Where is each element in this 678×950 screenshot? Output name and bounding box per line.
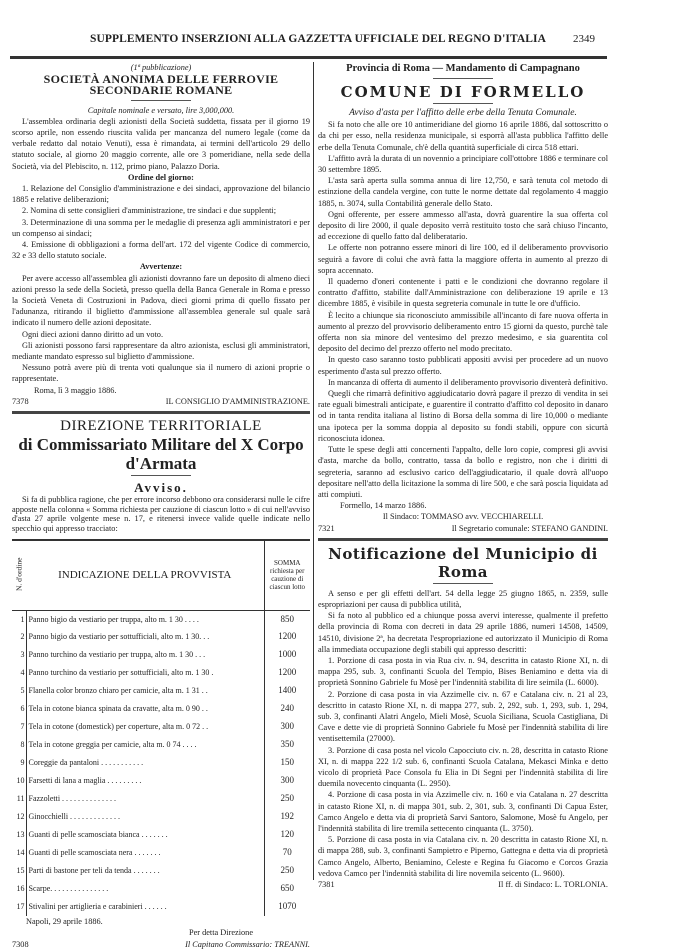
column-header-description: INDICAZIONE DELLA PROVVISTA: [26, 540, 264, 610]
paragraph: Ogni offerente, per essere ammesso all'asta, dovrà guarentire la sua offerta col deposito di lire 2000, il quale deposito verrà restituito tosto che sarà chiuso l'incanto, ad eccezione di quello fatto dal deliberatario.: [318, 209, 608, 242]
publication-note: (1ª pubblicazione): [130, 63, 192, 72]
row-amount: 240: [264, 700, 310, 718]
row-number: 7: [12, 718, 26, 736]
paragraph: L'assemblea ordinaria degli azionisti della Società suddetta, fissata per il giorno 19 scorso aprile, non essendo riuscita valida per mancanza del numero legale (come da verbale redatto dal notaio Venuti), essa è rimandata, ai termini dell'articolo 29 dello statuto sociale, al giorno 20 maggio corrente, alle ore 3 pomeridiane, nella sede della Società, via del Plebiscito, n. 112, primo piano, Palazzo Doria.: [12, 116, 310, 171]
row-amount: 250: [264, 862, 310, 880]
row-number: 2: [12, 628, 26, 646]
row-amount: 192: [264, 808, 310, 826]
row-description: Coreggie da pantaloni . . . . . . . . . . .: [28, 758, 144, 768]
row-description: Scarpe. . . . . . . . . . . . . . .: [28, 884, 109, 894]
row-amount: 120: [264, 826, 310, 844]
section-rule: [12, 411, 310, 414]
table-row: [12, 646, 310, 664]
paragraph: Tutte le spese degli atti concernenti l'appalto, delle loro copie, compresi gli avvisi d'asta, marche da bollo, contratto, tassa da bollo e registro, non che i diritti di segreteria, saranno ad esclusivo carico dell'aggiudicatario, il quale dovrà all'uopo depositare nell'atto della licitazione la somma di lire 500, e che sarà poscia liquidata ad atti compiuti.: [318, 445, 608, 499]
notice-title: DIREZIONE TERRITORIALE: [60, 418, 262, 435]
divider: [131, 475, 191, 476]
row-description: Panno turchino da vestiario per truppa, alto m. 1 30 . . .: [28, 650, 206, 660]
paragraph: Gli azionisti possono farsi rappresentare da altro azionista, esclusi gli amministratori, mediante mandato espresso sul biglietto d'ammissione.: [12, 340, 310, 362]
paragraph: È lecito a chiunque sia riconosciuto ammissibile all'incanto di fare nuova offerta in aumento al prezzo del provvisorio deliberamento entro 15 giorni da questo, purchè tale offerta non sia minore del ventesimo del prezzo medesimo, e sia guarentita col deposito del decimo del prezzo offerto nel modo precitato.: [318, 310, 608, 354]
segretario-signature: Il Segretario comunale: STEFANO GANDINI.: [451, 523, 608, 533]
row-amount: 1070: [264, 898, 310, 916]
signature: Il Capitano Commissario: TREANNI.: [185, 939, 310, 949]
table-row: [12, 808, 310, 826]
agenda-item: 1. Relazione del Consiglio d'amministrazione e dei sindaci, approvazione del bilancio 1885 e relative deliberazioni;: [12, 184, 310, 205]
provisions-table: [12, 539, 310, 916]
notice-number: 7321: [318, 523, 335, 533]
row-amount: 300: [264, 718, 310, 736]
row-number: 16: [12, 880, 26, 898]
paragraph: Nessuno potrà avere più di trenta voti qualunque sia il numero di azioni proprie o rappresentate.: [12, 363, 310, 384]
table-row: [12, 772, 310, 790]
agenda-item: 4. Emissione di obbligazioni a forma dell'art. 172 del vigente Codice di commercio, 32 e 33 dello statuto sociale.: [12, 240, 310, 261]
table-row: [12, 898, 310, 916]
column-header-number: N. d'ordine: [12, 540, 26, 610]
row-description: Flanella color bronzo chiaro per camicie, alta m. 1 31 . .: [28, 686, 208, 696]
row-description: Guanti di pelle scamosciata nera . . . . . . .: [28, 848, 161, 858]
paragraph: Ogni dieci azioni danno diritto ad un voto.: [22, 329, 164, 339]
paragraph: Il quaderno d'oneri contenente i patti e le condizioni che dovranno regolare il contratto d'affitto, stabilite dall'Amministrazione con deliberazione 19 aprile e 13 dicembre 1885, è visibile in questa segreteria comunale in tutte le ore d'ufficio.: [318, 277, 608, 309]
section-heading: Avvertenze:: [139, 262, 183, 272]
paragraph: 2. Porzione di casa posta in via Azzimelle civ. n. 67 e Catalana civ. n. 21 al 23, descritto in catasto Rione XI, n. di mappa 277, sub. 2, 292, sub. 1, 293, sub. 1, 294, sub. 3, confinanti Alatri Angelo, Mieli Mosè, Scuola Siciliana, Scuola Castigliana, Di Cave e dette vie di proprietà Sonnino Gabriele fu Mosè per l'indennità stabilita di lire ventisettemila (27000).: [318, 689, 608, 744]
paragraph: 4. Porzione di casa posta in via Azzimelle civ. n. 160 e via Catalana n. 27 descritta in catasto Rione XI, n. di mappa 301, sub. 2, 301, sub. 3, confinanti Di Capua Ester, Camco Angelo e detta via di proprietà Sarvi Santoro, Salomone, Mosè fu Angelo, per l'indennità stabilita di lire tremila settecento cinquanta (L. 3750).: [318, 790, 608, 833]
agenda-item: 2. Nomina di sette consiglieri d'amministrazione, tre sindaci e due supplenti;: [22, 206, 277, 216]
paragraph: 3. Porzione di casa posta nel vicolo Capocciuto civ. n. 28, descritta in catasto Rione XI, n. di mappa 222 1/2 sub. 6, confinanti Scuola Catalana, Mekasci Minka e detto vicolo di proprietà Pace Consola fu Elia in Di Segni per l'indennità stabilita di lire duemila novecento cinquanta (L. 2950).: [318, 745, 608, 789]
notice-subtitle: di Commissariato Militare del X Corpo d'Armata: [18, 435, 304, 474]
row-description: Tela in cotone greggia per camicie, alta m. 0 74 . . . .: [28, 740, 197, 750]
row-description: Ginocchielli . . . . . . . . . . . . .: [28, 812, 121, 822]
notice-number: 7308: [12, 939, 29, 949]
date-line: Napoli, 29 aprile 1886.: [26, 917, 103, 927]
table-row: [12, 628, 310, 646]
row-number: 5: [12, 682, 26, 700]
paragraph: L'affitto avrà la durata di un novennio a principiare coll'ottobre 1886 e terminare col 30 settembre 1895.: [318, 153, 608, 175]
row-number: 11: [12, 790, 26, 808]
avviso-heading: Avviso.: [134, 480, 188, 496]
paragraph: L'asta sarà aperta sulla somma annua di lire 12,750, e sarà tenuta col metodo di estinzione della candela vergine, con tutte le norme dettate dal regolamento 4 maggio 1885, n. 3074, sulla Contabilità generale dello Stato.: [318, 176, 608, 208]
notice-title: COMUNE DI FORMELLO: [340, 83, 586, 101]
paragraph: Si fa noto che alle ore 10 antimeridiane del giorno 16 aprile 1886, dal sottoscritto o da chi per esso, nella residenza municipale, si esporrà all'asta pubblica l'affitto delle erbe della Tenuta Comunale, ch'è della quantità superficiale di circa 518 ettari.: [318, 120, 608, 152]
paragraph: Si fa di pubblica ragione, che per errore incorso debbono ora considerarsi nulle le cifre apposte nella colonna « Somma richiesta per cauzione di ciascun lotto » di cui nell'avviso d'asta 27 aprile volgente mese n. 17, e ritenersi invece valide quelle indicate nello specchio qui appresso tracciato:: [12, 495, 310, 533]
row-description: Panno bigio da vestiario per sottufficiali, alto m. 1 30. . .: [28, 632, 210, 642]
date-line: Formello, 14 marzo 1886.: [340, 501, 427, 511]
paragraph: Le offerte non potranno essere minori di lire 100, ed il deliberamento provvisorio seguirà a favore di colui che avrà fatta la maggiore offerta in aumento al prezzo di sopra accennato.: [318, 243, 608, 275]
paragraph: Quegli che rimarrà definitivo aggiudicatario dovrà pagare il prezzo di vendita in sei rate eguali bimestrali anticipate, e guarentire il contratto d'affitto col deposito in danaro od in tanta rendita italiana al listino di Borsa della somma di lire 10,000 o mediante una ipoteca per la somma doppia al deposito su fondi stabili, oppure con sicurtà riconosciuta idonea.: [318, 389, 608, 443]
paragraph: A senso e per gli effetti dell'art. 54 della legge 25 giugno 1865, n. 2359, sulle espropriazioni per causa di pubblica utilità,: [318, 588, 608, 609]
left-column: [12, 62, 310, 950]
notice-number: 7381: [318, 880, 335, 889]
table-row: [12, 790, 310, 808]
table-row: [12, 682, 310, 700]
signature: Il ff. di Sindaco: L. TORLONIA.: [498, 880, 608, 889]
table-row: [12, 700, 310, 718]
row-description: Parti di bastone per teli da tenda . . . . . . .: [28, 866, 160, 876]
divider: [433, 78, 493, 79]
signature: IL CONSIGLIO D'AMMINISTRAZIONE.: [165, 396, 310, 406]
paragraph: In mancanza di offerta di aumento il deliberamento provvisorio diventerà definitivo.: [328, 377, 608, 387]
table-row: [12, 754, 310, 772]
row-amount: 650: [264, 880, 310, 898]
row-amount: 850: [264, 610, 310, 628]
row-number: 17: [12, 898, 26, 916]
notice-municipio-roma: [318, 545, 608, 890]
row-number: 8: [12, 736, 26, 754]
paragraph: Per avere accesso all'assemblea gli azionisti dovranno fare un deposito di almeno dieci azioni presso la sede della Società, presso quella della Banca Generale in Roma e presso la Società Veneta di Costruzioni in Padova, dieci giorni prima di quello fissato per l'adunanza, ritirando il biglietto d'ammissione all'assemblea generale sul quale sarà indicato il numero delle azioni depositate.: [12, 273, 310, 328]
notice-subtitle: Avviso d'asta per l'affitto delle erbe della Tenuta Comunale.: [349, 108, 577, 118]
row-amount: 1200: [264, 628, 310, 646]
paragraph: In questo caso saranno tosto pubblicati appositi avvisi per procedere ad un nuovo esperimento d'asta sul prezzo offerto.: [318, 355, 608, 376]
row-number: 10: [12, 772, 26, 790]
row-description: Farsetti di lana a maglia . . . . . . . . .: [28, 776, 142, 786]
row-amount: 1000: [264, 646, 310, 664]
provincia-line: Provincia di Roma — Mandamento di Campagnano: [346, 63, 580, 74]
divider: [433, 103, 493, 104]
table-row: [12, 880, 310, 898]
row-number: 6: [12, 700, 26, 718]
row-description: Guanti di pelle scamosciata bianca . . . . . . .: [28, 830, 168, 840]
section-rule: [318, 538, 608, 541]
running-header: SUPPLEMENTO INSERZIONI ALLA GAZZETTA UFFICIALE DEL REGNO D'ITALIA: [89, 33, 547, 45]
section-heading: Ordine del giorno:: [128, 172, 194, 182]
per-detta: Per detta Direzione: [188, 928, 254, 938]
notice-title: SOCIETÀ ANONIMA DELLE FERROVIE SECONDARIE ROMANE: [43, 72, 279, 98]
date-line: Roma, lì 3 maggio 1886.: [34, 385, 117, 395]
right-column: [318, 62, 608, 890]
row-number: 3: [12, 646, 26, 664]
row-description: Panno turchino da vestiario per sottufficiali, alto m. 1 30 .: [28, 668, 214, 678]
divider: [433, 583, 493, 584]
row-number: 4: [12, 664, 26, 682]
table-row: [12, 610, 310, 628]
table-row: [12, 826, 310, 844]
row-description: Tela in cotone (domestick) per coperture, alta m. 0 72 . .: [28, 722, 209, 732]
row-number: 15: [12, 862, 26, 880]
notice-number: 7378: [12, 396, 29, 406]
row-amount: 70: [264, 844, 310, 862]
paragraph: Si fa noto al pubblico ed a chiunque possa avervi interesse, qualmente il prefetto della provincia di Roma con decreti in data 29 aprile 1886, numeri 14508, 14509, 14510, divisione 2ª, ha decretata l'espropriazione ed autorizzato il Municipio di Roma alla immediata occupazione degli stabili qui appresso descritti:: [318, 611, 608, 654]
notice-comune-formello: [318, 62, 608, 534]
table-row: [12, 736, 310, 754]
sindaco-signature: Il Sindaco: TOMMASO avv. VECCHIARELLI.: [382, 512, 544, 522]
header-rule: [10, 56, 607, 59]
table-row: [12, 862, 310, 880]
row-description: Panno bigio da vestiario per truppa, alto m. 1 30 . . . .: [28, 614, 199, 624]
table-row: [12, 718, 310, 736]
row-number: 12: [12, 808, 26, 826]
row-amount: 1200: [264, 664, 310, 682]
row-number: 14: [12, 844, 26, 862]
divider: [131, 100, 191, 101]
column-divider: [313, 62, 314, 880]
column-header-amount: SOMMA richiesta per cauzione di ciascun lotto: [264, 540, 310, 610]
page-number: 2349: [573, 33, 595, 45]
row-amount: 350: [264, 736, 310, 754]
table-row: [12, 844, 310, 862]
row-amount: 1400: [264, 682, 310, 700]
row-description: Tela in cotone bianca spinata da cravatte, alta m. 0 90 . .: [28, 704, 208, 714]
row-number: 1: [12, 610, 26, 628]
notice-societa-ferrovie: [12, 62, 310, 407]
row-description: Stivalini per artiglieria e carabinieri . . . . . .: [28, 902, 167, 912]
notice-direzione-territoriale: [12, 418, 310, 950]
row-number: 13: [12, 826, 26, 844]
row-description: Fazzoletti . . . . . . . . . . . . . .: [28, 794, 117, 804]
notice-title: Notificazione del Municipio di Roma: [328, 544, 598, 581]
paragraph: 5. Porzione di casa posta in via Catalana civ. n. 20 descritta in catasto Rione XI, n. di mappa 288, sub. 3, confinanti Sampietro e Piperno, Gattegna e detta via di proprietà Camco Angelo, Alberto, Beniamino, Celeste e Regina fu Giacomo e Corcos Grazia vedova Camco per l'indennità stabilita di lire novemila seicento (L. 9600).: [318, 835, 608, 878]
agenda-item: 3. Determinazione di una somma per le medaglie di presenza agli amministratori e per un compenso ai sindaci;: [12, 217, 310, 238]
row-number: 9: [12, 754, 26, 772]
paragraph: 1. Porzione di casa posta in via Rua civ. n. 94, descritta in catasto Rione XI, n. di mappa 295, sub. 3, confinanti Scuola del Tempio, Bises Beniamino e detta via di proprietà Sonnino Gabriele fu Mosè per l'indennità stabilita di lire seimila (L. 6000).: [318, 655, 608, 688]
row-amount: 150: [264, 754, 310, 772]
row-amount: 300: [264, 772, 310, 790]
row-amount: 250: [264, 790, 310, 808]
table-row: [12, 664, 310, 682]
capital-line: Capitale nominale e versato, lire 3,000,000.: [87, 105, 235, 115]
